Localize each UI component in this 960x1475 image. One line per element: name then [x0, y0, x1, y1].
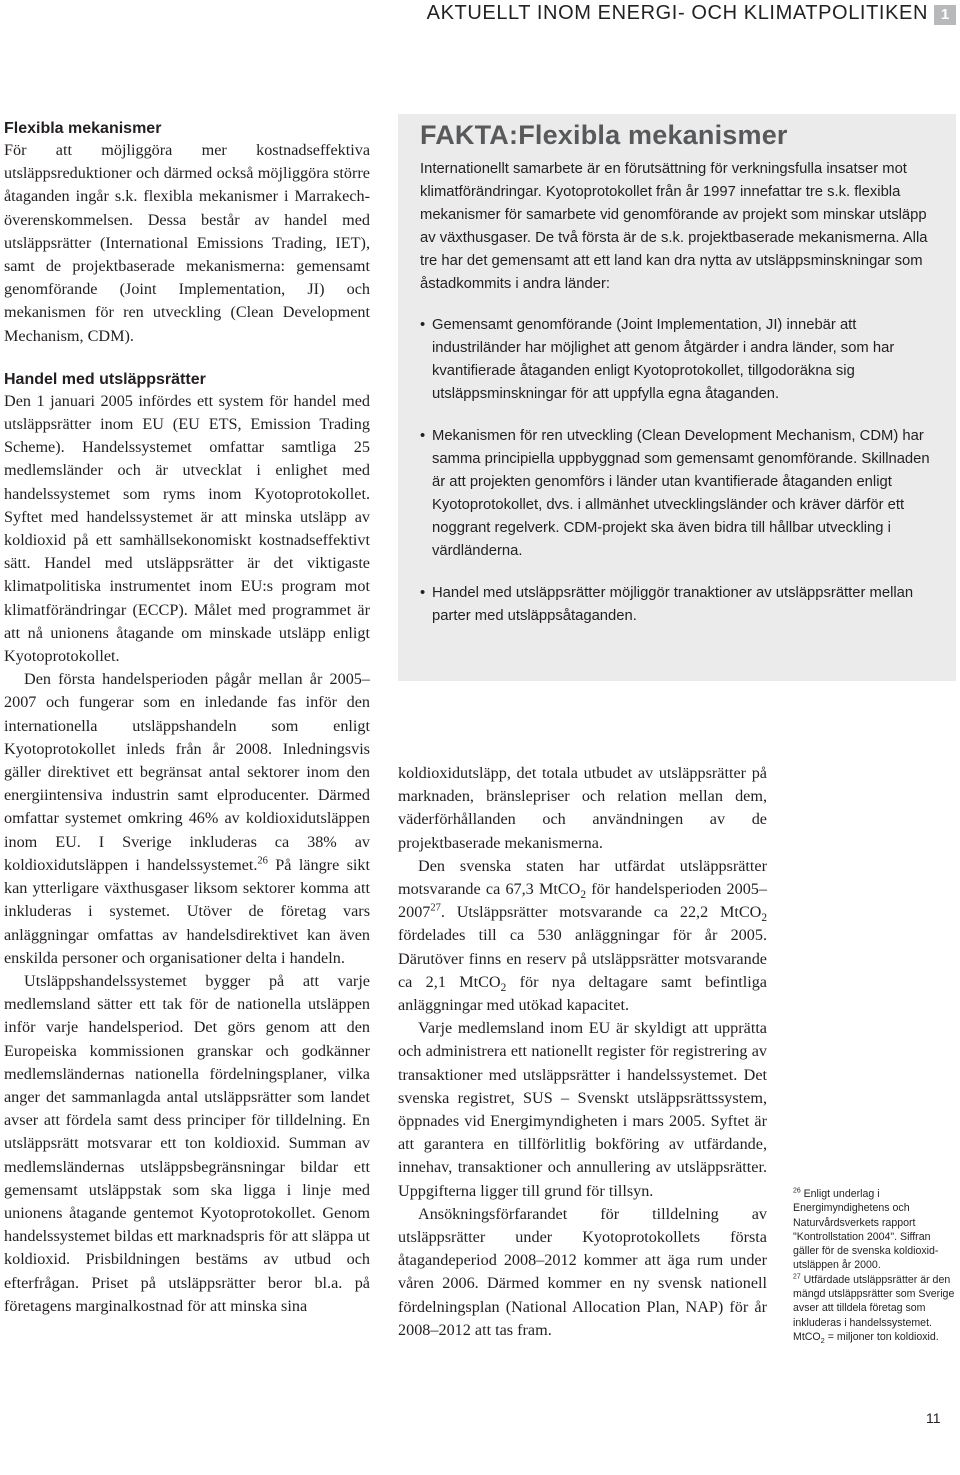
bullet-icon: • [420, 585, 426, 601]
fakta-title: FAKTA:Flexibla mekanismer [420, 120, 788, 150]
paragraph-continuation: koldioxidutsläpp, det totala utbudet av utsläppsrätter på marknaden, bränslepriser och relation mellan dem, väderförhållanden och användningen av de projektbaserade mekanismerna. [398, 764, 767, 852]
list-item: • Gemensamt genomförande (Joint Implementation, JI) innebär att industriländer har möjlighet att genom åtgärder i andra länder, som har kvantifierade åtaganden enligt Kyotoprotokollet, tillgodoräkna sig utsläppsminskningar för att uppfylla egna åtaganden. [420, 314, 934, 406]
list-item: • Mekanismen för ren utveckling (Clean Development Mechanism, CDM) har samma principiella uppbyggnad som gemensamt genomförande. Skillnaden är att projekten genomförs i länder utan kvantifierade åtaganden enligt Kyotoprotokollet, dvs. i allmänhet utvecklingsländer och kräver därför ett noggrant regelverk. CDM-projekt ska även bidra till hållbar utveckling i värdländerna. [420, 425, 934, 563]
list-item: • Handel med utsläppsrätter möjliggör tranaktioner av utsläppsrätter mellan parter med utsläppsåtaganden. [420, 582, 934, 628]
fakta-box [398, 114, 956, 681]
fakta-intro: Internationellt samarbete är en förutsättning för verkningsfulla insatser mot klimatförändringar. Kyotoprotokollet från år 1997 innefattar tre s.k. flexibla mekanismer för samarbete vid genomförande av projekt som minskar utsläpp av växthusgaser. De två första är de s.k. projektbaserade mekanismerna. Alla tre har det gemensamt att ett land kan dra nytta av utsläppsminskningar som åstadkommits i andra länder: [420, 161, 928, 292]
paragraph-intro: För att möjliggöra mer kostnadseffektiva utsläppsreduktioner och därmed också möjliggöra större åtaganden ingår s.k. flexibla mekanismer i Marrakech-överenskommelsen. Dessa består av handel med utsläppsrätter (International Emissions Trading, IET), samt de projektbaserade mekanismerna: gemensamt genomförande (Joint Implementation, JI) och mekanismen för ren utveckling (Clean Development Mechanism, CDM). [4, 141, 370, 345]
bullet-icon: • [420, 317, 426, 333]
footnotes [793, 1187, 955, 1344]
footnote-ref-27: 27 [430, 902, 441, 914]
running-header [0, 0, 960, 30]
paragraph-register: Varje medlemsland inom EU är skyldigt att upprätta och administrera ett nationellt register för registrering av transaktioner med utsläppsrätter i handelssystemet. Det svenska registret, SUS – Svenskt utsläppsrättssystem, öppnades vid Energimyndigheten i mars 2005. Syftet är att garantera en tillförlitlig bokföring av utfärdande, innehav, transaktioner och annullering av utsläppsrätter. Uppgifterna ligger till grund för tillsyn. [398, 1019, 767, 1200]
fakta-bullet-list [420, 314, 934, 628]
heading-flexibla-mekanismer: Flexibla mekanismer [4, 120, 162, 137]
paragraph-handelsperiod: Den första handelsperioden pågår mellan år 2005–2007 och fungerar som en inledande fas inför den internationella utsläppshandeln som enligt Kyotoprotokollet inleds från år 2008. Inledningsvis gäller direktivet ett begränsat antal sektorer inom den energiintensiva industrin samt elproducenter. Därmed omfattar systemet omkring 46% av koldioxidutsläppen inom EU. I Sverige inkluderas ca 38% av koldioxidutsläppen i handelssystemet.$^{26}$ På längre sikt kan ytterligare växthusgaser liksom sektorer komma att inkluderas i systemet. Utöver de företag vars anläggningar omfattas av handelsdirektivet kan även enskilda personer och organisationer delta i handeln. [4, 670, 370, 967]
left-column [4, 118, 370, 1318]
page-number: 11 [926, 1410, 941, 1426]
paragraph-ansokning: Ansökningsförfarandet för tilldelning av utsläppsrätter under Kyotoprotokollets första åtagandeperiod 2008–2012 kommer att äga rum under våren 2006. Därmed kommer en ny svensk nationell fördelningsplan (National Allocation Plan, NAP) för år 2008–2012 att tas fram. [398, 1204, 767, 1339]
footnote-26: $^{26}$ Enligt underlag i Energimyndighetens och Naturvårdsverkets rapport "Kontrollstation 2004". Siffran gäller för de svenska koldioxid-utsläppen år 2000. [793, 1187, 939, 1272]
footnote-27: $^{27}$ Utfärdade utsläppsrätter är den mängd utsläppsrätter som Sverige avser att tilldela företag som inkluderas i handelssystemet. MtCO$_2$ = miljoner ton koldioxid. [793, 1273, 955, 1346]
heading-handel: Handel med utsläppsrätter [4, 370, 206, 388]
header-title: AKTUELLT INOM ENERGI- OCH KLIMATPOLITIKEN [426, 2, 928, 24]
paragraph-utslappstak: Utsläppshandelssystemet bygger på att varje medlemsland sätter ett tak för de nationella utsläppen inför varje handelsperiod. Det görs genom att den Europeiska kommissionen granskar och godkänner medlemsländernas nationella fördelningsplaner, vilka anger det sammanlagda antal utsläppsrätter som landet avser att fördela samt dess principer för tilldelning. En utsläppsrätt motsvarar ett ton koldioxid. Summan av medlemsländernas utsläppsbegränsningar bildar ett gemensamt utsläppstak som ska ligga i linje med unionens åtagande gentemot Kyotoprotokollet. Genom handelssystemet bildas ett marknadspris för att släppa ut koldioxid. Prisbildningen bestäms av utbud och efterfrågan. Priset på utsläppsrätter beror bl.a. på företagens marginalkostnad för att minska sina [4, 971, 370, 1315]
bullet-icon: • [420, 428, 426, 444]
right-column [398, 762, 767, 1342]
paragraph-svenska-staten: Den svenska staten har utfärdat utsläppsrätter motsvarande ca 67,3 MtCO$_2$ för handelsperioden 2005–2007$^{27}$. Utsläppsrätter motsvarande ca 22,2 MtCO$_2$ fördelades till ca 530 anläggningar för år 2005. Därutöver finns en reserv på utsläppsrätter motsvarande ca 2,1 MtCO$_2$ för nya deltagare samt befintliga anläggningar med utökad kapacitet. [398, 856, 767, 1015]
chapter-number-badge: 1 [934, 5, 956, 25]
paragraph-eu-ets: Den 1 januari 2005 infördes ett system för handel med utsläppsrätter inom EU (EU ETS, Emission Trading Scheme). Handelssystemet omfattar samtliga 25 medlemsländer och är utvecklat i enlighet med handelssystemet som ryms inom Kyotoprotokollet. Syftet med handelssystemet är att minska utsläpp av koldioxid på ett samhällsekonomiskt kostnadseffektivt sätt. Handel med utsläppsrätter är det viktigaste klimatpolitiska instrumentet inom EU:s program mot klimatförändringar (ECCP). Målet med programmet är att nå unionens åtagande om minskade utsläpp enligt Kyotoprotokollet. [4, 391, 370, 666]
footnote-ref-26: 26 [257, 855, 268, 867]
